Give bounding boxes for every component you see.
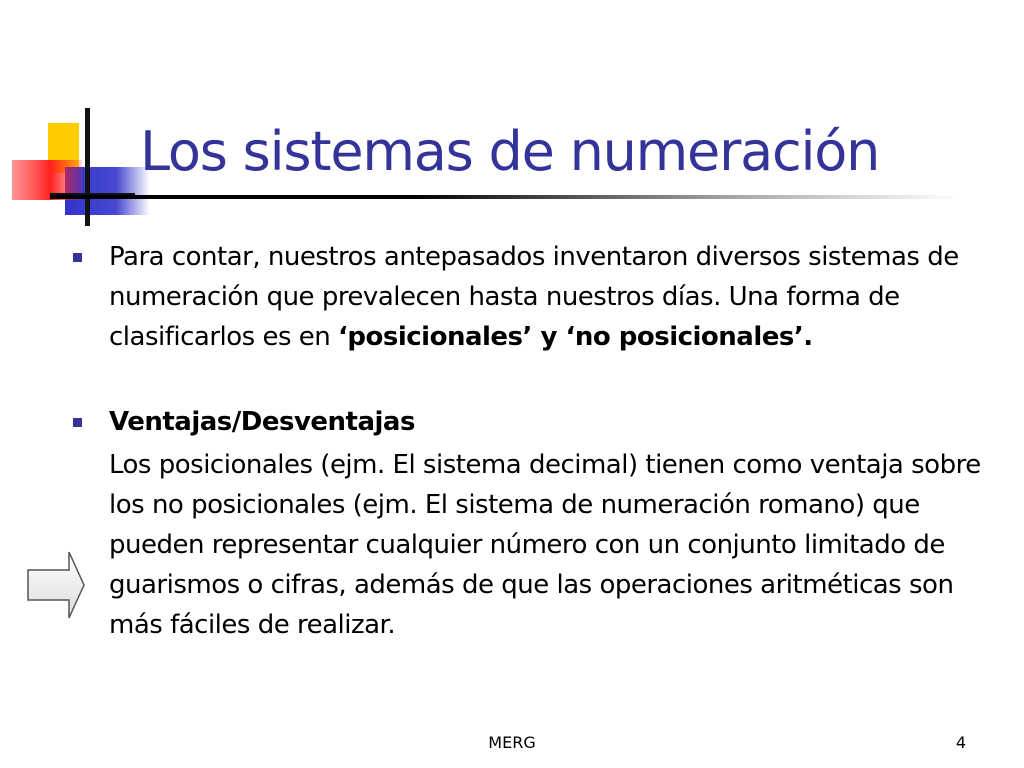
bullet-item xyxy=(70,237,1000,357)
page-number: 4 xyxy=(955,733,966,752)
square-bullet-icon xyxy=(73,418,82,427)
bullet-emphasis: ‘posicionales’ y ‘no posicionales’. xyxy=(338,322,813,352)
decorative-squares-logo xyxy=(0,105,150,230)
slide-title: Los sistemas de numeración xyxy=(140,120,880,183)
square-bullet-icon xyxy=(73,253,82,262)
right-arrow-icon xyxy=(26,550,86,620)
slide-body xyxy=(70,237,1000,645)
bullet-text: Para contar, nuestros antepasados inventaron diversos sistemas de numeración que prevalecen hasta nuestros días. Una forma de clasificarlos es en xyxy=(109,242,959,352)
bullet-heading: Ventajas/Desventajas xyxy=(109,407,415,437)
bullet-paragraph: Los posicionales (ejm. El sistema decimal) tienen como ventaja sobre los no posicionales (ejm. El sistema de numeración romano) que pueden representar cualquier número con un conjunto limitado de guarismos o cifras, además de que las operaciones aritméticas son más fáciles de realizar. xyxy=(109,450,981,640)
footer-author: MERG xyxy=(488,733,536,752)
title-divider xyxy=(50,195,960,199)
bullet-item xyxy=(70,402,1000,442)
